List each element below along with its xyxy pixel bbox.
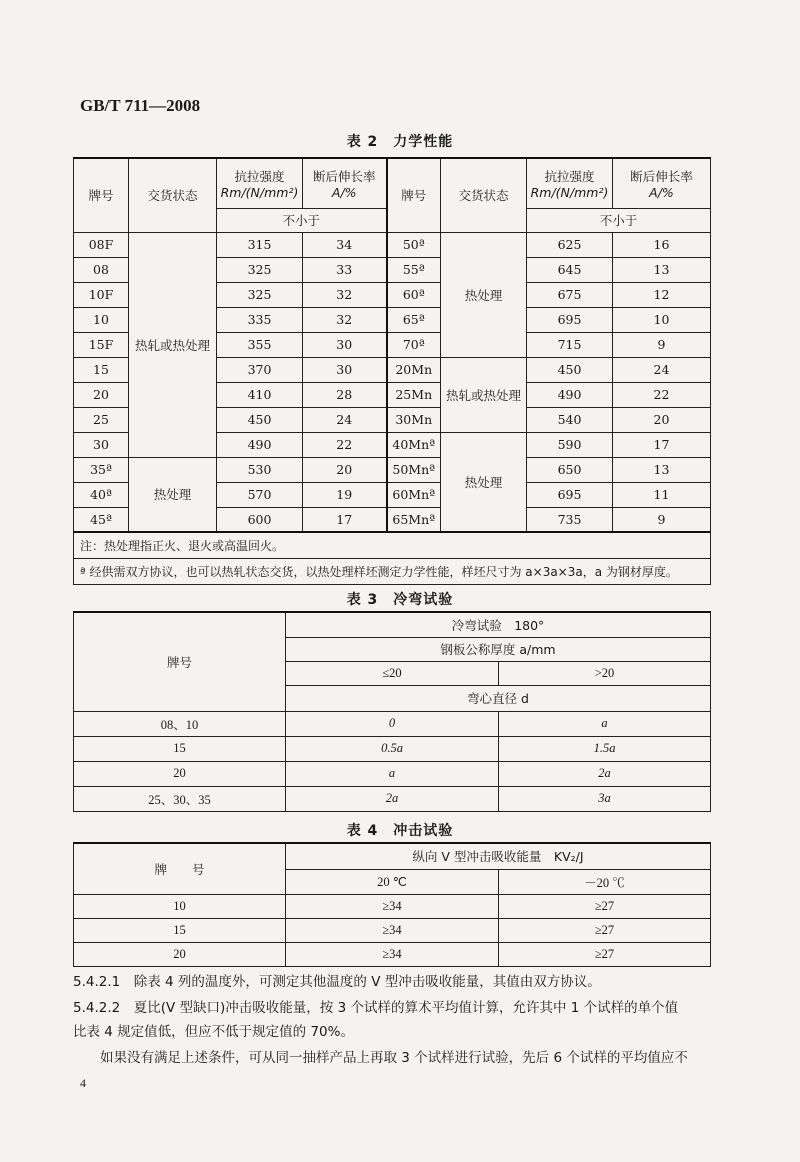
elongation-cell: 32 xyxy=(303,282,387,307)
col-elongation: 断后伸长率 A/% xyxy=(303,158,387,208)
paragraph-retest: 如果没有满足上述条件，可从同一抽样产品上再取 3 个试样进行试验，先后 6 个试样的平均值应不 xyxy=(100,1050,688,1066)
elongation-cell: 10 xyxy=(613,307,711,332)
table-row xyxy=(74,786,711,811)
page-number: 4 xyxy=(80,1076,86,1090)
elongation-cell: 13 xyxy=(613,257,711,282)
grade-cell: 25Mn xyxy=(387,382,441,407)
col-delivery: 交货状态 xyxy=(129,158,217,232)
elongation-cell: 19 xyxy=(303,482,387,507)
t4-energy-header: 纵向 V 型冲击吸收能量 KV₂/J xyxy=(286,843,711,869)
elongation-cell: 32 xyxy=(303,307,387,332)
table-row xyxy=(74,232,711,257)
tensile-cell: 410 xyxy=(217,382,303,407)
cold-bend-table xyxy=(73,611,711,812)
grade-cell: 15 xyxy=(74,918,286,942)
t3-thickness-header: 钢板公称厚度 a/mm xyxy=(286,637,711,661)
table2-footnote: ª 经供需双方协议，也可以热轧状态交货，以热处理样坯测定力学性能，样坯尺寸为 a×3a×3a，a 为钢材厚度。 xyxy=(74,558,711,584)
elongation-cell: 12 xyxy=(613,282,711,307)
table2-caption: 表 2 力学性能 xyxy=(346,134,454,150)
elongation-cell: 30 xyxy=(303,332,387,357)
grade-cell: 10F xyxy=(74,282,129,307)
grade-cell: 15 xyxy=(74,736,286,761)
grade-cell: 20 xyxy=(74,942,286,966)
grade-cell: 08 xyxy=(74,257,129,282)
table-row xyxy=(74,894,711,918)
tensile-cell: 650 xyxy=(527,457,613,482)
value-cell: ≥27 xyxy=(499,942,711,966)
clause-5-4-2-1: 5.4.2.1 除表 4 列的温度外，可测定其他温度的 V 型冲击吸收能量，其值由双方协议。 xyxy=(73,974,601,990)
col-grade: 牌号 xyxy=(74,158,129,232)
table2-note: 注：热处理指正火、退火或高温回火。 xyxy=(74,532,711,558)
col-elongation-right: 断后伸长率 A/% xyxy=(613,158,711,208)
value-cell: 1.5a xyxy=(499,736,711,761)
tensile-cell: 645 xyxy=(527,257,613,282)
min-label: 不小于 xyxy=(217,208,387,232)
grade-cell: 35ª xyxy=(74,457,129,482)
table-row xyxy=(74,736,711,761)
elongation-cell: 20 xyxy=(613,407,711,432)
grade-cell: 65ª xyxy=(387,307,441,332)
delivery-state-cell: 热轧或热处理 xyxy=(129,232,217,457)
tensile-cell: 540 xyxy=(527,407,613,432)
elongation-cell: 24 xyxy=(613,357,711,382)
grade-cell: 55ª xyxy=(387,257,441,282)
col-tensile: 抗拉强度 Rm/(N/mm²) xyxy=(217,158,303,208)
min-label-right: 不小于 xyxy=(527,208,711,232)
t3-gt20: >20 xyxy=(499,661,711,685)
elongation-cell: 9 xyxy=(613,332,711,357)
grade-cell: 40Mnª xyxy=(387,432,441,457)
grade-cell: 60Mnª xyxy=(387,482,441,507)
grade-cell: 70ª xyxy=(387,332,441,357)
tensile-cell: 735 xyxy=(527,507,613,532)
tensile-cell: 625 xyxy=(527,232,613,257)
elongation-cell: 30 xyxy=(303,357,387,382)
impact-test-table xyxy=(73,842,711,967)
tensile-cell: 695 xyxy=(527,482,613,507)
col-tensile-right: 抗拉强度 Rm/(N/mm²) xyxy=(527,158,613,208)
grade-cell: 20 xyxy=(74,382,129,407)
tensile-cell: 325 xyxy=(217,282,303,307)
col-delivery-right: 交货状态 xyxy=(441,158,527,232)
grade-cell: 20Mn xyxy=(387,357,441,382)
clause-5-4-2-2: 5.4.2.2 夏比(V 型缺口)冲击吸收能量，按 3 个试样的算术平均值计算，允许其中 1 个试样的单个值 xyxy=(73,1000,679,1016)
tensile-cell: 335 xyxy=(217,307,303,332)
elongation-cell: 33 xyxy=(303,257,387,282)
value-cell: ≥34 xyxy=(286,894,499,918)
tensile-cell: 675 xyxy=(527,282,613,307)
mechanical-properties-table xyxy=(73,157,711,585)
delivery-state-cell: 热处理 xyxy=(441,432,527,532)
value-cell: 3a xyxy=(499,786,711,811)
tensile-cell: 715 xyxy=(527,332,613,357)
grade-cell: 25、30、35 xyxy=(74,786,286,811)
table-row xyxy=(74,918,711,942)
tensile-cell: 600 xyxy=(217,507,303,532)
elongation-cell: 22 xyxy=(613,382,711,407)
elongation-cell: 17 xyxy=(303,507,387,532)
grade-cell: 15 xyxy=(74,357,129,382)
grade-cell: 08F xyxy=(74,232,129,257)
tensile-cell: 450 xyxy=(217,407,303,432)
grade-cell: 08、10 xyxy=(74,711,286,736)
value-cell: ≥34 xyxy=(286,942,499,966)
tensile-cell: 590 xyxy=(527,432,613,457)
tensile-cell: 450 xyxy=(527,357,613,382)
t3-test-header: 冷弯试验 180° xyxy=(286,612,711,637)
value-cell: 0 xyxy=(286,711,499,736)
tensile-cell: 570 xyxy=(217,482,303,507)
t3-diameter-header: 弯心直径 d xyxy=(286,685,711,711)
delivery-state-cell: 热处理 xyxy=(441,232,527,357)
value-cell: 2a xyxy=(499,761,711,786)
delivery-state-cell: 热轧或热处理 xyxy=(441,357,527,432)
t3-le20: ≤20 xyxy=(286,661,499,685)
grade-cell: 45ª xyxy=(74,507,129,532)
elongation-cell: 34 xyxy=(303,232,387,257)
grade-cell: 15F xyxy=(74,332,129,357)
value-cell: 2a xyxy=(286,786,499,811)
table-row xyxy=(74,457,711,482)
elongation-cell: 13 xyxy=(613,457,711,482)
table-row xyxy=(74,942,711,966)
elongation-cell: 11 xyxy=(613,482,711,507)
grade-cell: 25 xyxy=(74,407,129,432)
elongation-cell: 24 xyxy=(303,407,387,432)
table-row xyxy=(74,761,711,786)
grade-cell: 65Mnª xyxy=(387,507,441,532)
grade-cell: 30 xyxy=(74,432,129,457)
value-cell: a xyxy=(499,711,711,736)
col-grade-right: 牌号 xyxy=(387,158,441,232)
value-cell: ≥27 xyxy=(499,894,711,918)
delivery-state-cell: 热处理 xyxy=(129,457,217,532)
grade-cell: 60ª xyxy=(387,282,441,307)
elongation-cell: 28 xyxy=(303,382,387,407)
tensile-cell: 355 xyxy=(217,332,303,357)
tensile-cell: 695 xyxy=(527,307,613,332)
elongation-cell: 16 xyxy=(613,232,711,257)
elongation-cell: 20 xyxy=(303,457,387,482)
value-cell: a xyxy=(286,761,499,786)
value-cell: 0.5a xyxy=(286,736,499,761)
value-cell: ≥27 xyxy=(499,918,711,942)
grade-cell: 50ª xyxy=(387,232,441,257)
grade-cell: 50Mnª xyxy=(387,457,441,482)
grade-cell: 10 xyxy=(74,307,129,332)
tensile-cell: 490 xyxy=(217,432,303,457)
t4-temp-minus20: －20 ℃ xyxy=(499,869,711,894)
elongation-cell: 22 xyxy=(303,432,387,457)
tensile-cell: 530 xyxy=(217,457,303,482)
grade-cell: 10 xyxy=(74,894,286,918)
standard-header: GB/T 711—2008 xyxy=(80,96,201,115)
table3-caption: 表 3 冷弯试验 xyxy=(346,592,454,608)
table-row xyxy=(74,711,711,736)
clause-5-4-2-2-cont: 比表 4 规定值低，但应不低于规定值的 70%。 xyxy=(73,1024,354,1040)
elongation-cell: 17 xyxy=(613,432,711,457)
grade-cell: 40ª xyxy=(74,482,129,507)
t4-grade-header: 牌 号 xyxy=(74,843,286,894)
value-cell: ≥34 xyxy=(286,918,499,942)
t4-temp-20: 20 ℃ xyxy=(286,869,499,894)
grade-cell: 30Mn xyxy=(387,407,441,432)
tensile-cell: 325 xyxy=(217,257,303,282)
table4-caption: 表 4 冲击试验 xyxy=(346,823,454,839)
tensile-cell: 490 xyxy=(527,382,613,407)
t3-grade-header: 牌号 xyxy=(74,612,286,711)
tensile-cell: 315 xyxy=(217,232,303,257)
grade-cell: 20 xyxy=(74,761,286,786)
tensile-cell: 370 xyxy=(217,357,303,382)
elongation-cell: 9 xyxy=(613,507,711,532)
